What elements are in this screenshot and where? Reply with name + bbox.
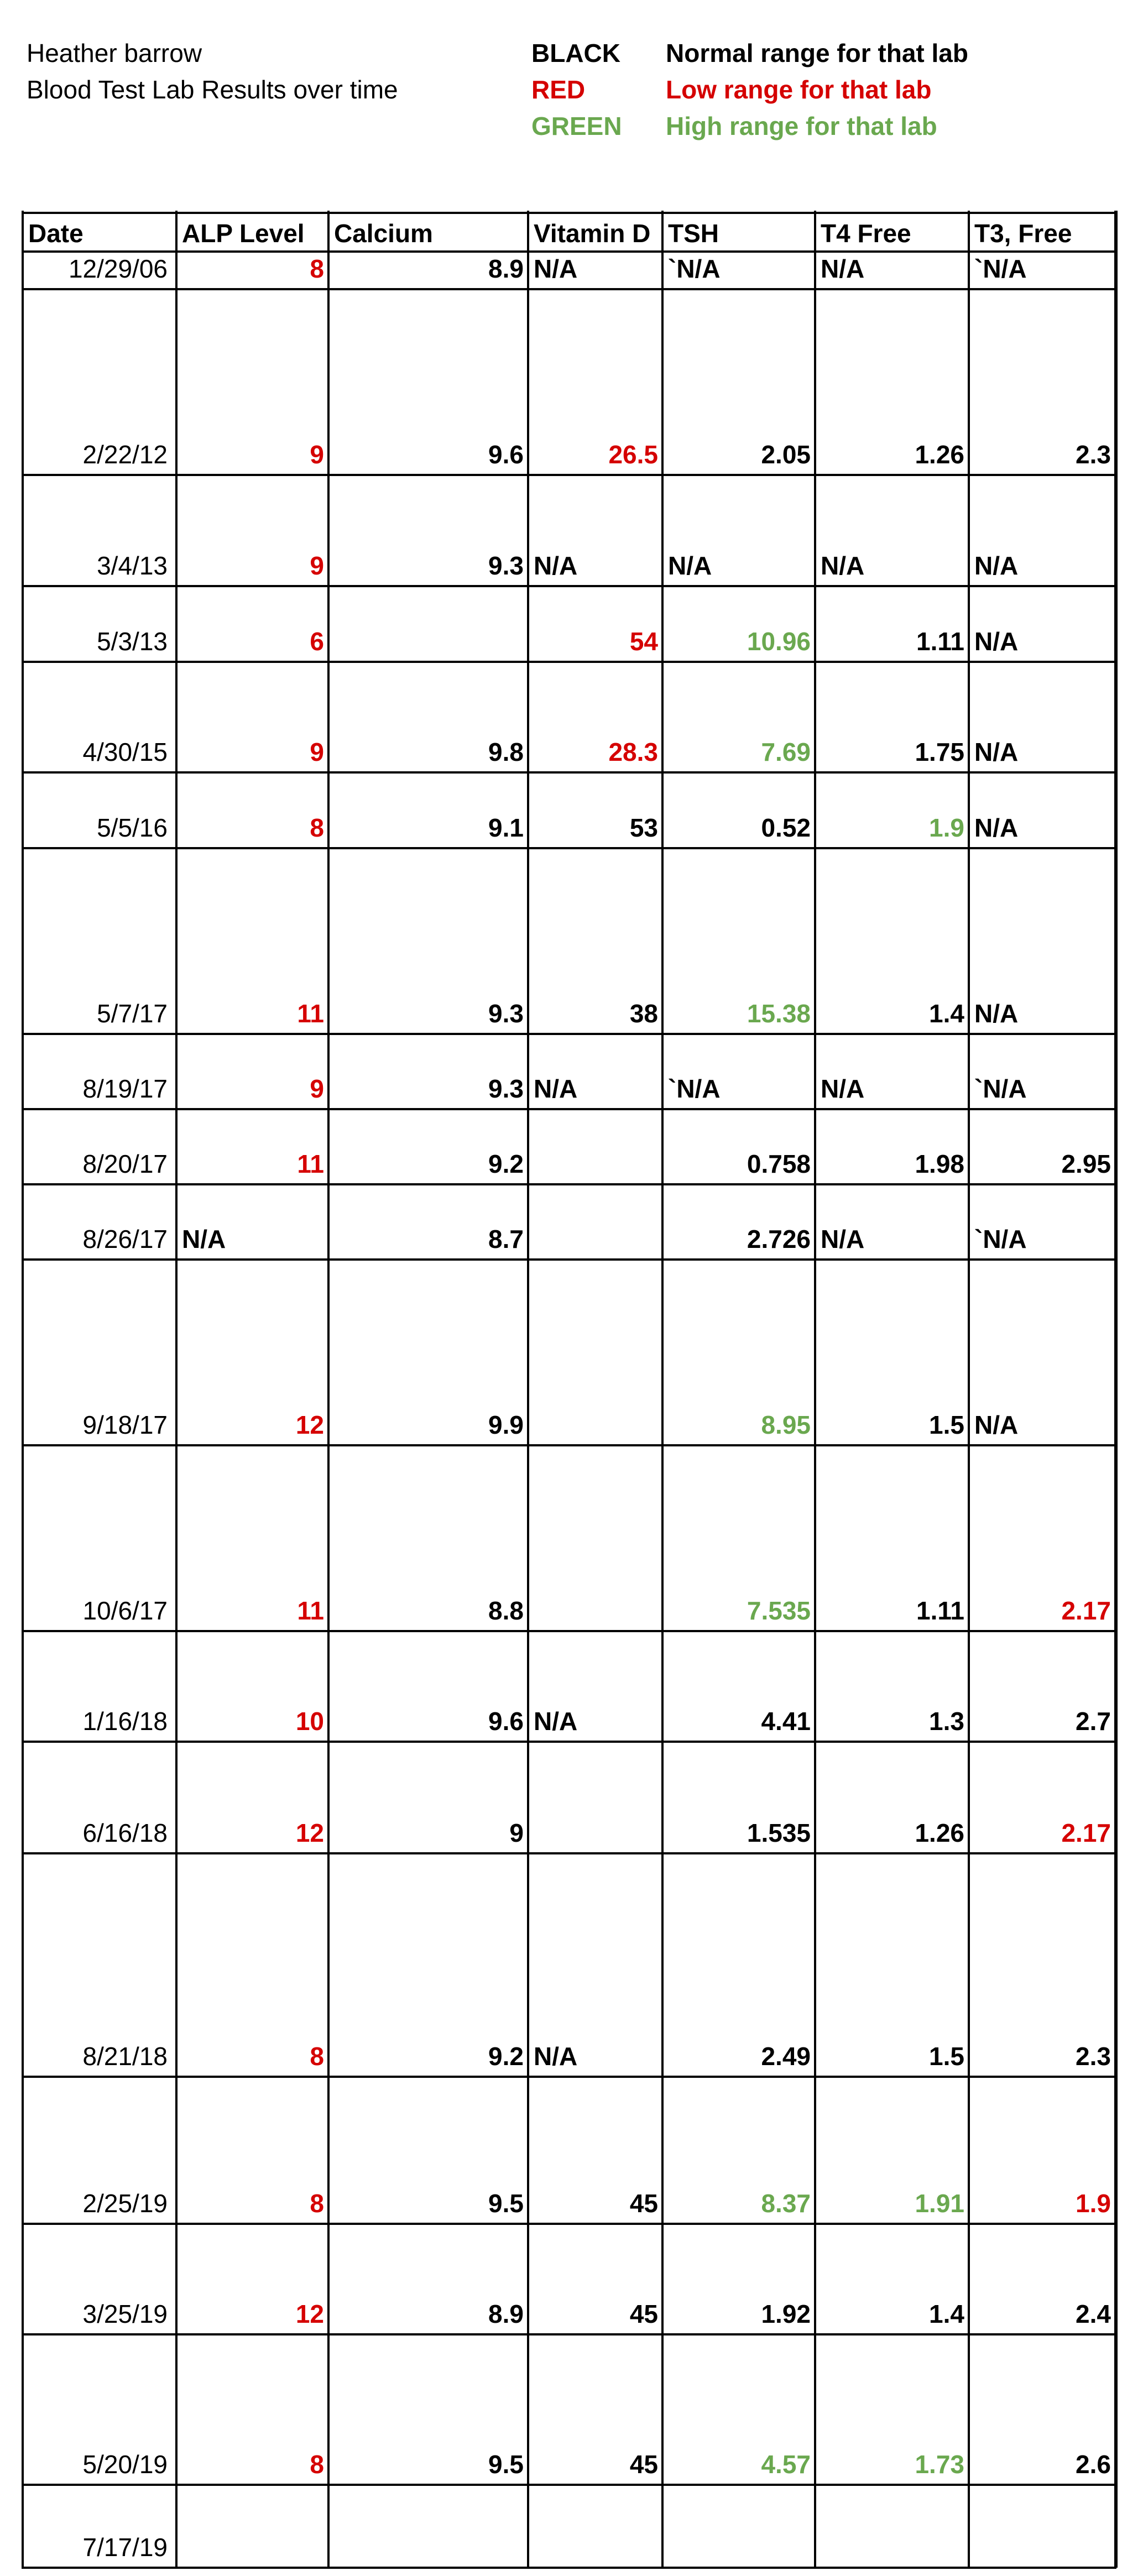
alp-cell: 10 (295, 1707, 324, 1736)
t4-free-cell: 1.98 (915, 1149, 964, 1178)
column-header-t3-free: T3, Free (974, 219, 1072, 248)
calcium-cell: 9.6 (488, 440, 524, 469)
tsh-cell: `N/A (668, 1074, 721, 1103)
t3-free-cell: 2.6 (1076, 2450, 1111, 2479)
t4-free-cell: 1.26 (915, 1819, 964, 1847)
tsh-cell: 0.52 (761, 813, 811, 842)
alp-cell: 8 (310, 254, 324, 283)
t4-free-cell: 1.91 (915, 2189, 964, 2218)
alp-cell: 9 (310, 551, 324, 580)
date-cell: 1/16/18 (82, 1707, 168, 1736)
calcium-cell: 9.9 (488, 1410, 524, 1439)
t4-free-cell: 1.75 (915, 738, 964, 766)
t3-free-cell: 2.3 (1076, 440, 1111, 469)
vitamin-d-cell: N/A (534, 551, 578, 580)
row-divider (22, 1741, 1116, 1743)
row-divider (22, 1108, 1116, 1110)
t4-free-cell: 1.4 (929, 2300, 964, 2328)
row-divider (22, 847, 1116, 849)
t4-free-cell: N/A (821, 1225, 865, 1253)
calcium-cell: 9.2 (488, 2042, 524, 2071)
calcium-cell: 8.9 (488, 2300, 524, 2328)
t3-free-cell: N/A (974, 627, 1019, 656)
date-cell: 9/18/17 (82, 1410, 168, 1439)
t3-free-cell: N/A (974, 999, 1019, 1028)
alp-cell: 12 (295, 2300, 324, 2328)
t4-free-cell: 1.3 (929, 1707, 964, 1736)
t4-free-cell: N/A (821, 551, 865, 580)
vitamin-d-cell: 45 (629, 2450, 658, 2479)
tsh-cell: 10.96 (747, 627, 811, 656)
alp-cell: 8 (310, 813, 324, 842)
lab-results-table (22, 211, 1116, 2568)
page-subtitle: Blood Test Lab Results over time (27, 75, 398, 104)
vitamin-d-cell: N/A (534, 1074, 578, 1103)
vitamin-d-cell: 53 (629, 813, 658, 842)
calcium-cell: 9.6 (488, 1707, 524, 1736)
t4-free-cell: 1.4 (929, 999, 964, 1028)
t3-free-cell: `N/A (974, 1074, 1027, 1103)
date-cell: 2/25/19 (82, 2189, 168, 2218)
calcium-cell: 9.8 (488, 738, 524, 766)
row-divider (22, 1033, 1116, 1035)
date-cell: 3/25/19 (82, 2300, 168, 2328)
alp-cell: 9 (310, 440, 324, 469)
t4-free-cell: 1.5 (929, 2042, 964, 2071)
date-cell: 10/6/17 (82, 1596, 168, 1625)
calcium-cell: 9.3 (488, 551, 524, 580)
column-header-date: Date (28, 219, 83, 248)
alp-cell: 12 (295, 1819, 324, 1847)
calcium-cell: 9.1 (488, 813, 524, 842)
t3-free-cell: 2.7 (1076, 1707, 1111, 1736)
column-header-tsh: TSH (668, 219, 719, 248)
tsh-cell: 2.05 (761, 440, 811, 469)
legend-text-black: Normal range for that lab (666, 39, 968, 67)
vitamin-d-cell: N/A (534, 1707, 578, 1736)
row-divider (22, 1258, 1116, 1261)
date-cell: 5/3/13 (97, 627, 168, 656)
alp-cell: 8 (310, 2450, 324, 2479)
column-header-t4-free: T4 Free (821, 219, 911, 248)
calcium-cell: 9.2 (488, 1149, 524, 1178)
tsh-cell: 2.726 (747, 1225, 811, 1253)
vitamin-d-cell: N/A (534, 2042, 578, 2071)
tsh-cell: 4.41 (761, 1707, 811, 1736)
alp-cell: 12 (295, 1410, 324, 1439)
row-divider (22, 1630, 1116, 1632)
alp-cell: 9 (310, 1074, 324, 1103)
t3-free-cell: `N/A (974, 1225, 1027, 1253)
calcium-cell: 8.9 (488, 254, 524, 283)
calcium-cell: 9 (509, 1819, 524, 1847)
alp-cell: 9 (310, 738, 324, 766)
tsh-cell: 2.49 (761, 2042, 811, 2071)
alp-cell: 8 (310, 2189, 324, 2218)
alp-cell: 6 (310, 627, 324, 656)
column-header-calcium: Calcium (334, 219, 433, 248)
tsh-cell: 7.535 (747, 1596, 811, 1625)
t4-free-cell: 1.11 (916, 627, 964, 656)
alp-cell: 8 (310, 2042, 324, 2071)
calcium-cell: 9.5 (488, 2189, 524, 2218)
row-divider (22, 771, 1116, 774)
tsh-cell: 0.758 (747, 1149, 811, 1178)
row-divider (22, 2484, 1116, 2486)
date-cell: 8/26/17 (82, 1225, 168, 1253)
tsh-cell: `N/A (668, 254, 721, 283)
legend-text-green: High range for that lab (666, 112, 937, 140)
row-divider (22, 1852, 1116, 1854)
column-header-alp: ALP Level (182, 219, 305, 248)
column-divider (1114, 211, 1118, 2568)
tsh-cell: 15.38 (747, 999, 811, 1028)
vitamin-d-cell: 45 (629, 2189, 658, 2218)
alp-cell: 11 (297, 1149, 324, 1178)
calcium-cell: 8.8 (488, 1596, 524, 1625)
date-cell: 12/29/06 (68, 254, 168, 283)
t4-free-cell: 1.26 (915, 440, 964, 469)
legend-key-green: GREEN (531, 112, 622, 140)
date-cell: 4/30/15 (82, 738, 168, 766)
date-cell: 6/16/18 (82, 1819, 168, 1847)
vitamin-d-cell: N/A (534, 254, 578, 283)
tsh-cell: N/A (668, 551, 712, 580)
row-divider (22, 1444, 1116, 1446)
calcium-cell: 9.3 (488, 1074, 524, 1103)
row-divider (22, 288, 1116, 290)
t3-free-cell: N/A (974, 551, 1019, 580)
table-top-border (22, 212, 1116, 214)
legend-text-red: Low range for that lab (666, 75, 932, 104)
vitamin-d-cell: 54 (629, 627, 658, 656)
t3-free-cell: 2.17 (1061, 1819, 1111, 1847)
t3-free-cell: 2.17 (1061, 1596, 1111, 1625)
tsh-cell: 1.92 (761, 2300, 811, 2328)
calcium-cell: 9.5 (488, 2450, 524, 2479)
row-divider (22, 474, 1116, 476)
date-cell: 5/7/17 (97, 999, 168, 1028)
tsh-cell: 8.37 (761, 2189, 811, 2218)
tsh-cell: 7.69 (761, 738, 811, 766)
vitamin-d-cell: 28.3 (608, 738, 658, 766)
tsh-cell: 1.535 (747, 1819, 811, 1847)
legend-key-red: RED (531, 75, 586, 104)
t3-free-cell: N/A (974, 738, 1019, 766)
row-divider (22, 2223, 1116, 2225)
t3-free-cell: `N/A (974, 254, 1027, 283)
date-cell: 8/20/17 (82, 1149, 168, 1178)
date-cell: 5/20/19 (82, 2450, 168, 2479)
vitamin-d-cell: 38 (629, 999, 658, 1028)
row-divider (22, 2567, 1116, 2569)
date-cell: 8/21/18 (82, 2042, 168, 2071)
t4-free-cell: 1.9 (929, 813, 964, 842)
vitamin-d-cell: 26.5 (608, 440, 658, 469)
t3-free-cell: N/A (974, 1410, 1019, 1439)
row-divider (22, 1183, 1116, 1185)
t4-free-cell: 1.73 (915, 2450, 964, 2479)
alp-cell: N/A (182, 1225, 226, 1253)
t4-free-cell: 1.5 (929, 1410, 964, 1439)
t3-free-cell: 2.3 (1076, 2042, 1111, 2071)
date-cell: 3/4/13 (97, 551, 168, 580)
alp-cell: 11 (297, 1596, 324, 1625)
row-divider (22, 2076, 1116, 2078)
t3-free-cell: 2.95 (1061, 1149, 1111, 1178)
column-header-vitamin-d: Vitamin D (534, 219, 651, 248)
vitamin-d-cell: 45 (629, 2300, 658, 2328)
t3-free-cell: 1.9 (1076, 2189, 1111, 2218)
t4-free-cell: N/A (821, 254, 865, 283)
t3-free-cell: 2.4 (1076, 2300, 1111, 2328)
t4-free-cell: N/A (821, 1074, 865, 1103)
date-cell: 2/22/12 (82, 440, 168, 469)
date-cell: 8/19/17 (82, 1074, 168, 1103)
alp-cell: 11 (297, 999, 324, 1028)
row-divider (22, 661, 1116, 663)
tsh-cell: 4.57 (761, 2450, 811, 2479)
legend-key-black: BLACK (531, 39, 620, 67)
calcium-cell: 8.7 (488, 1225, 524, 1253)
row-divider (22, 585, 1116, 587)
row-divider (22, 2333, 1116, 2335)
t4-free-cell: 1.11 (916, 1596, 964, 1625)
tsh-cell: 8.95 (761, 1410, 811, 1439)
t3-free-cell: N/A (974, 813, 1019, 842)
date-cell: 7/17/19 (82, 2533, 168, 2562)
date-cell: 5/5/16 (97, 813, 168, 842)
calcium-cell: 9.3 (488, 999, 524, 1028)
row-divider (22, 250, 1116, 253)
patient-name: Heather barrow (27, 39, 202, 67)
